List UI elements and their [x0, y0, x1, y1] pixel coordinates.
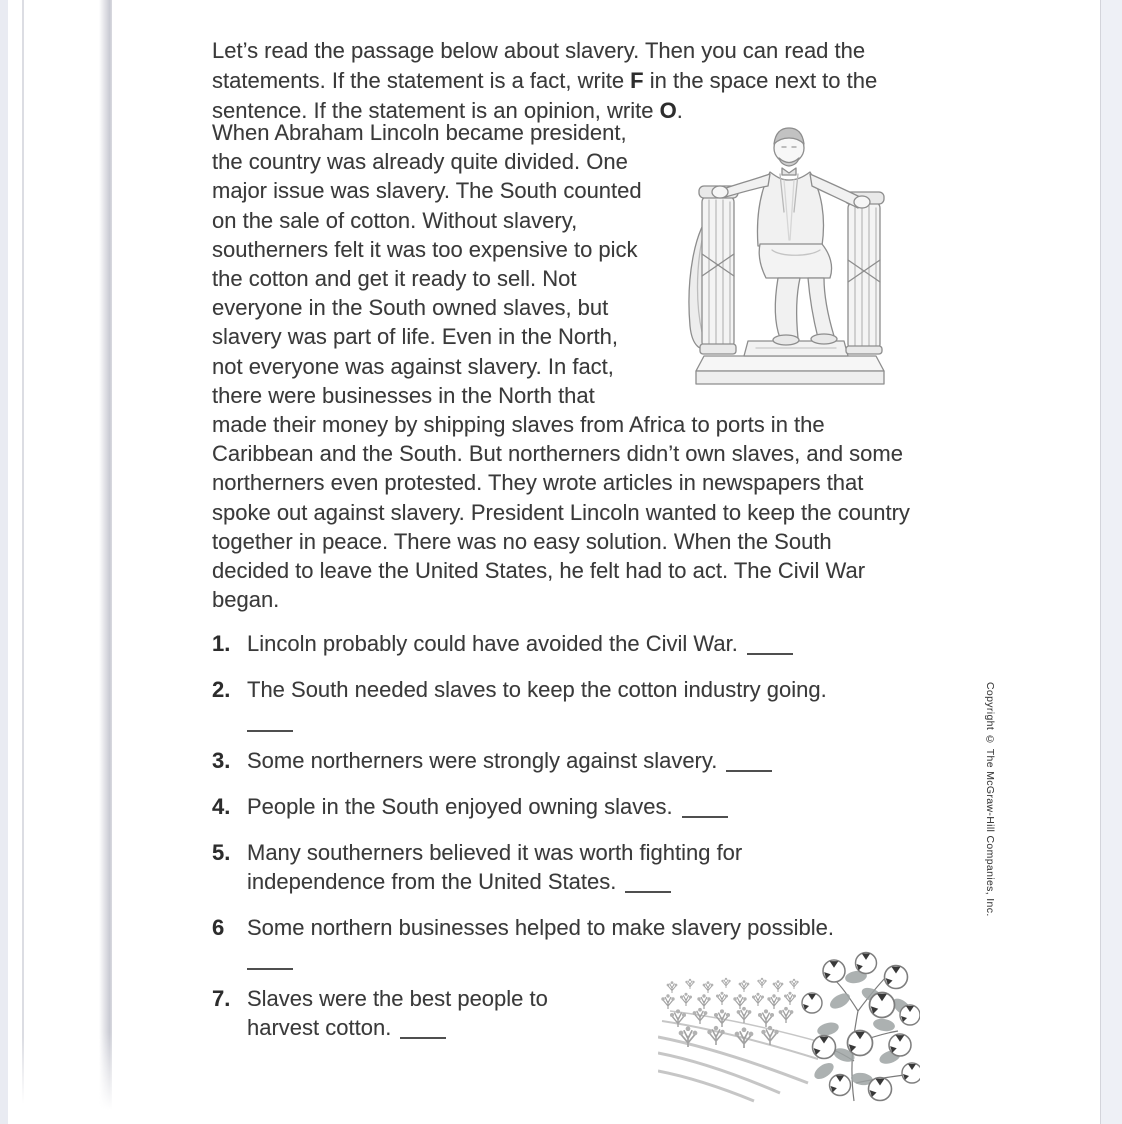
reading-passage [212, 118, 912, 614]
previous-page-edge-line [22, 0, 24, 1104]
statement-item [212, 746, 942, 775]
statement-number: 4. [212, 794, 231, 819]
instructions-text [212, 36, 920, 126]
answer-blank [247, 717, 293, 732]
statement-item [212, 792, 942, 821]
worksheet-page [112, 0, 1100, 1124]
statement-number: 7. [212, 986, 231, 1011]
statement-item [212, 675, 942, 732]
answer-blank [682, 803, 728, 818]
passage-text: When Abraham Lincoln became president, the country was already quite divided. One major issue was slavery. The South counted on the sale of cotton. Without slavery, southerners felt it was too expensive to pick the cotton and get it ready to sell. Not everyone in the South owned slaves, but slavery was part of life. Even in the North, not everyone was against slavery. In fact, there were businesses in the North that made their money by shipping slaves from Africa to ports in the Caribbean and the South. But northerners didn’t own slaves, and some northerners even protested. They wrote articles in newspapers that spoke out against slavery. President Lincoln wanted to keep the country together in peace. There was no easy solution. When the South decided to leave the United States, he felt had to act. The Civil War began. [212, 120, 910, 613]
statement-item [212, 838, 942, 896]
statement-item [212, 629, 942, 658]
statement-number: 2. [212, 677, 231, 702]
viewer-right-margin [1100, 0, 1122, 1124]
statement-text: People in the South enjoyed owning slaves. [247, 792, 942, 821]
page-spine-shadow [99, 0, 112, 1110]
statement-number: 5. [212, 840, 231, 865]
copyright-sidebar-text: Copyright © The McGraw-Hill Companies, Inc. [984, 682, 996, 917]
statement-text: Some northern businesses helped to make slavery possible. [247, 913, 942, 970]
statement-text: The South needed slaves to keep the cotton industry going. [247, 675, 942, 732]
viewer-left-margin [0, 0, 8, 1124]
statement-text: Slaves were the best people to harvest cotton. [247, 986, 548, 1040]
lincoln-statue-image [668, 120, 912, 388]
answer-blank [400, 1024, 446, 1039]
opinion-letter: O [659, 98, 677, 123]
statement-text: Some northerners were strongly against slavery. [247, 746, 942, 775]
statement-text: Lincoln probably could have avoided the Civil War. [247, 629, 942, 658]
answer-blank [247, 955, 293, 970]
instructions-segment: . [676, 98, 683, 123]
fact-letter: F [630, 68, 644, 93]
answer-blank [747, 640, 793, 655]
answer-blank [625, 878, 671, 893]
statement-number: 3. [212, 748, 231, 773]
cotton-field-image [658, 951, 920, 1103]
instructions-segment: in the space next to the sentence. If the statement is an opinion, write [212, 68, 878, 123]
statement-number: 6 [212, 915, 225, 940]
statement-number: 1. [212, 631, 231, 656]
answer-blank [726, 757, 772, 772]
statement-text: Many southerners believed it was worth fighting for independence from the United States. [247, 840, 743, 894]
instructions-segment: Let’s read the passage below about slavery. Then you can read the statements. If the statement is a fact, write [212, 38, 866, 93]
